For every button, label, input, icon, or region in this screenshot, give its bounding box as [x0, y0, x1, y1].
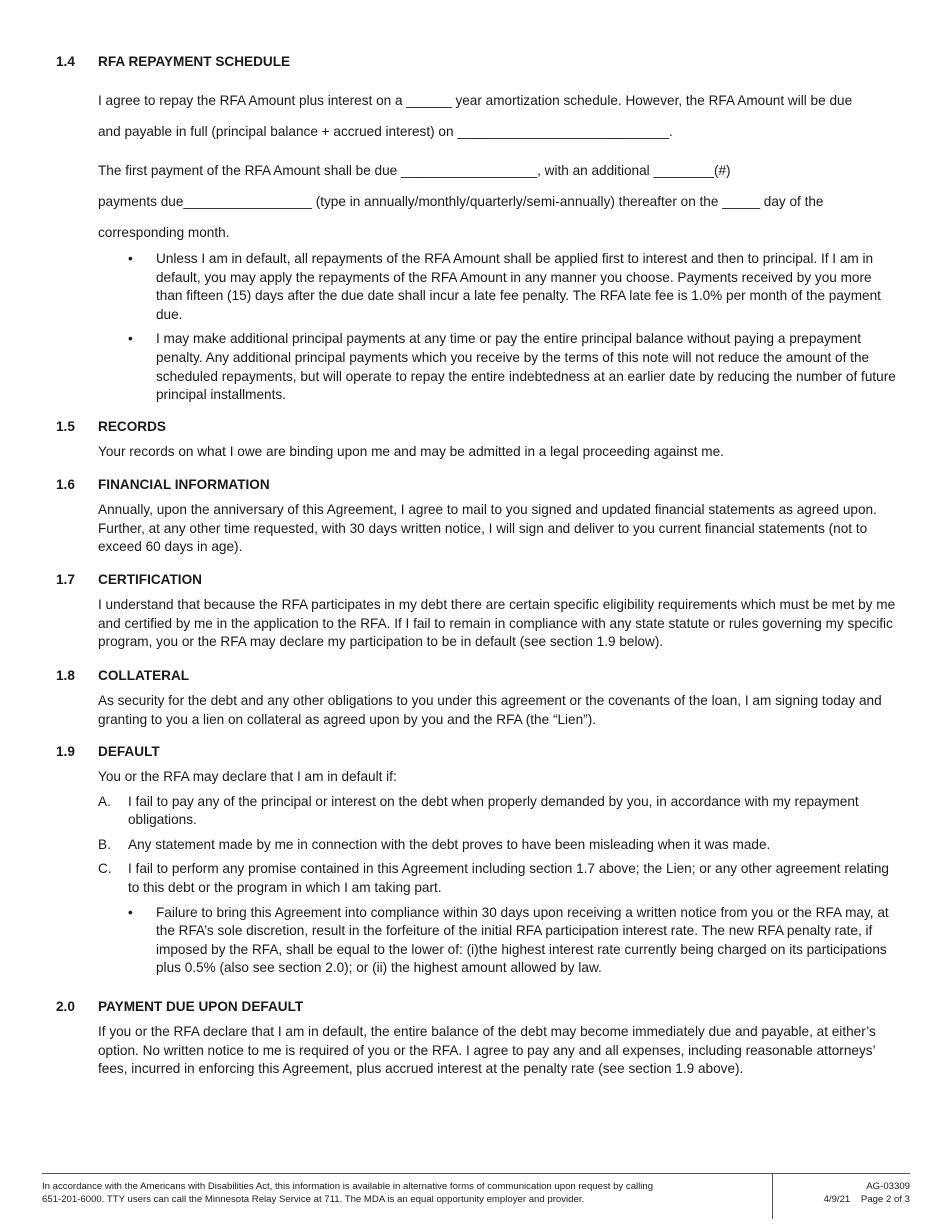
- default-intro: You or the RFA may declare that I am in default if:: [98, 769, 397, 784]
- section-1-8: [56, 667, 898, 729]
- section-title: PAYMENT DUE UPON DEFAULT: [98, 999, 304, 1014]
- ada-notice-line-2: 651-201-6000. TTY users can call the Minnesota Relay Service at 711. The MDA is an equal opportunity employer and provider.: [42, 1193, 585, 1205]
- bullet-text: Unless I am in default, all repayments of the RFA Amount shall be applied first to interest and then to principal. If I am in default, you may apply the repayments of the RFA Amount in any manner you choose. Payments received by you more than fifteen (15) days after the due date shall incur a late fee penalty. The RFA late fee is 1.0% per month of the payment due.: [156, 251, 881, 322]
- repayment-line-4: payments due_________________ (type in annually/monthly/quarterly/semi-annually) thereafter on the _____ day of the: [98, 194, 824, 209]
- section-number: 1.6: [56, 477, 75, 492]
- list-item: [98, 836, 898, 855]
- section-text: As security for the debt and any other obligations to you under this agreement or the covenants of the loan, I am signing today and granting to you a lien on collateral as agreed upon by you and the RFA (the “Lien”).: [98, 693, 882, 727]
- bullet-icon: •: [128, 904, 133, 920]
- list-item: [98, 250, 898, 324]
- section-heading: [56, 53, 898, 71]
- form-date: 4/9/21: [823, 1193, 851, 1205]
- ada-notice-line-1: In accordance with the Americans with Disabilities Act, this information is available in alternative forms of communication upon request by calling: [42, 1181, 654, 1192]
- section-heading: [56, 667, 898, 685]
- section-1-4: [56, 53, 898, 411]
- section-heading: [56, 476, 898, 494]
- form-info: [773, 1174, 910, 1219]
- section-2-0: [56, 998, 898, 1079]
- list-item: [98, 860, 898, 897]
- list-letter: A.: [98, 793, 111, 809]
- section-title: COLLATERAL: [98, 668, 190, 683]
- section-title: RECORDS: [98, 419, 166, 434]
- form-id: AG-03309: [866, 1181, 910, 1192]
- list-item: [98, 904, 898, 978]
- section-number: 1.9: [56, 744, 75, 759]
- list-letter: C.: [98, 861, 112, 877]
- repayment-line-2: and payable in full (principal balance + accrued interest) on ____________________________.: [98, 124, 673, 139]
- section-1-9: [56, 743, 898, 984]
- section-1-6: [56, 476, 898, 557]
- page-number: Page 2 of 3: [860, 1193, 910, 1205]
- date-page-line: [773, 1194, 910, 1207]
- bullet-text: Failure to bring this Agreement into compliance within 30 days upon receiving a written notice from you or the RFA may, at the RFA’s sole discretion, result in the forfeiture of the initial RFA participation interest rate. The new RFA penalty rate, if imposed by the RFA, shall be equal to the lower of: (i)the highest interest rate currently being charged on its participations plus 0.5% (also see section 2.0); or (ii) the highest amount allowed by law.: [156, 904, 889, 976]
- section-heading: [56, 998, 898, 1016]
- section-number: 1.7: [56, 572, 75, 587]
- section-title: DEFAULT: [98, 744, 160, 759]
- list-item: [98, 793, 898, 830]
- bullet-icon: •: [128, 251, 133, 266]
- bullet-list: [98, 904, 898, 978]
- list-item: [98, 330, 898, 404]
- section-title: CERTIFICATION: [98, 572, 202, 587]
- repayment-line-5: corresponding month.: [98, 225, 230, 240]
- section-number: 1.4: [56, 54, 75, 69]
- ada-notice: [42, 1174, 773, 1219]
- section-heading: [56, 571, 898, 589]
- section-text: Annually, upon the anniversary of this Agreement, I agree to mail to you signed and updated financial statements as agreed upon. Further, at any other time requested, with 30 days written notice, I will sign and deliver to you current financial statements (not to exceed 60 days in age).: [98, 502, 877, 555]
- list-text: I fail to perform any promise contained in this Agreement including section 1.7 above; the Lien; or any other agreement relating to this debt or the program in which I am taking part.: [128, 861, 889, 895]
- page-footer: [42, 1173, 910, 1219]
- repayment-line-3: The first payment of the RFA Amount shall be due __________________, with an additional ________(#): [98, 163, 731, 178]
- section-text: Your records on what I owe are binding upon me and may be admitted in a legal proceeding against me.: [98, 444, 724, 459]
- list-letter: B.: [98, 836, 111, 852]
- section-number: 1.5: [56, 419, 75, 434]
- bullet-icon: •: [128, 331, 133, 347]
- list-text: I fail to pay any of the principal or interest on the debt when properly demanded by you, in accordance with my repayment obligations.: [128, 793, 859, 828]
- section-1-7: [56, 571, 898, 652]
- section-number: 2.0: [56, 999, 75, 1014]
- section-text: If you or the RFA declare that I am in default, the entire balance of the debt may become immediately due and payable, at either’s option. No written notice to me is required of you or the RFA. I agree to pay any and all expenses, including reasonable attorneys’ fees, incurred in enforcing this Agreement, plus accrued interest at the penalty rate (see section 1.9 above).: [98, 1024, 876, 1077]
- repayment-line-1: I agree to repay the RFA Amount plus interest on a ______ year amortization schedule. However, the RFA Amount will be due: [98, 93, 853, 108]
- section-heading: [56, 418, 898, 436]
- section-title: RFA REPAYMENT SCHEDULE: [98, 54, 291, 69]
- section-text: I understand that because the RFA participates in my debt there are certain specific eligibility requirements which must be met by me and certified by me in the application to the RFA. If I fail to remain in compliance with any state statute or rules governing my specific program, you or the RFA may declare my participation to be in default (see section 1.9 below).: [98, 597, 896, 650]
- section-heading: [56, 743, 898, 761]
- section-title: FINANCIAL INFORMATION: [98, 477, 270, 492]
- list-text: Any statement made by me in connection with the debt proves to have been misleading when it was made.: [128, 836, 771, 852]
- section-1-5: [56, 418, 898, 462]
- bullet-list: [98, 250, 898, 405]
- default-list: [98, 793, 898, 898]
- bullet-text: I may make additional principal payments at any time or pay the entire principal balance without paying a prepayment penalty. Any additional principal payments which you receive by the terms of this note will not reduce the amount of the scheduled repayments, but will operate to repay the entire indebtedness at an earlier date by reducing the number of future principal installments.: [156, 331, 896, 403]
- section-number: 1.8: [56, 668, 75, 683]
